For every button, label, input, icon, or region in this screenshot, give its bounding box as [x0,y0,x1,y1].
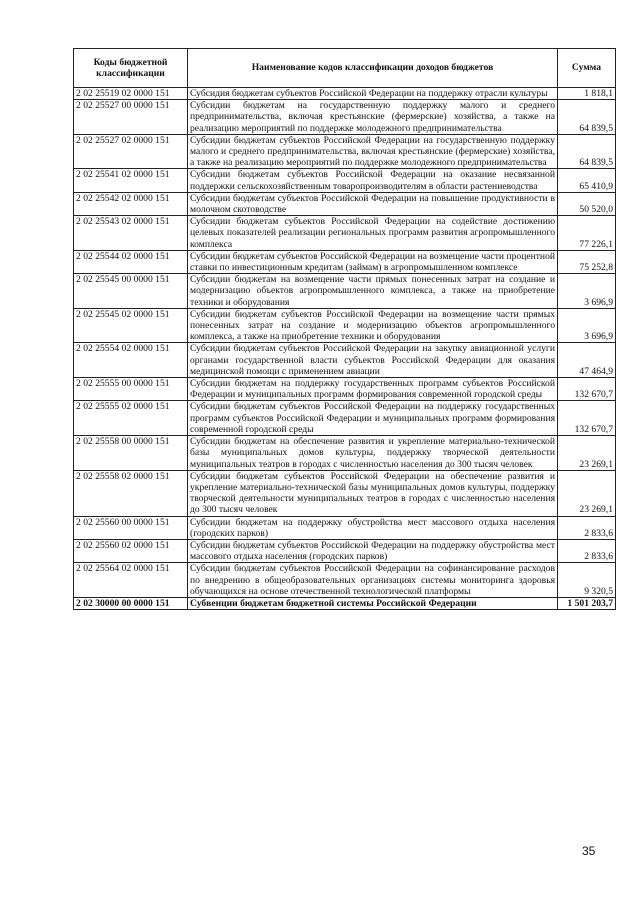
table-row [74,169,616,192]
code-cell: 2 02 25564 02 0000 151 [74,563,188,598]
code-cell: 2 02 25560 02 0000 151 [74,539,188,562]
sum-cell: 2 833,6 [558,539,616,562]
header-code: Коды бюджетной классификации [74,49,188,88]
code-cell: 2 02 25544 02 0000 151 [74,250,188,273]
table-row [74,563,616,598]
code-cell: 2 02 25527 00 0000 151 [74,100,188,135]
table-row [74,401,616,436]
sum-cell: 23 269,1 [558,470,616,516]
table-row [74,134,616,169]
code-cell: 2 02 25543 02 0000 151 [74,216,188,251]
name-cell: Субсидии бюджетам субъектов Российской Федерации на содействие достижению целевых показателей реализации региональных программ развития агропромышленного комплекса [188,216,558,251]
code-cell: 2 02 25560 00 0000 151 [74,516,188,539]
name-cell: Субсидии бюджетам субъектов Российской Федерации на государственную поддержку малого и среднего предпринимательства, включая крестьянские (фермерские) хозяйства, а также на реализацию мероприятий по поддержке молодежного предпринимательства [188,134,558,169]
name-cell: Субсидии бюджетам на поддержку государственных программ субъектов Российской Федерации и муниципальных программ формирования современной городской среды [188,378,558,401]
total-row [74,597,616,609]
code-cell: 2 02 25555 02 0000 151 [74,401,188,436]
name-cell: Субсидии бюджетам субъектов Российской Федерации на возмещение части прямых понесенных затрат на создание и модернизацию объектов агропромышленного комплекса, а также на приобретение техники и оборудования [188,308,558,343]
sum-cell: 47 464,9 [558,343,616,378]
sum-cell: 65 410,9 [558,169,616,192]
sum-cell: 132 670,7 [558,401,616,436]
code-cell: 2 02 30000 00 0000 151 [74,597,188,609]
name-cell: Субсидия бюджетам субъектов Российской Федерации на поддержку отрасли культуры [188,88,558,100]
sum-cell: 50 520,0 [558,192,616,215]
sum-cell: 3 696,9 [558,308,616,343]
sum-cell: 77 226,1 [558,216,616,251]
budget-classification-table [73,48,616,610]
code-cell: 2 02 25541 02 0000 151 [74,169,188,192]
table-row [74,216,616,251]
code-cell: 2 02 25545 02 0000 151 [74,308,188,343]
table-row [74,378,616,401]
name-cell: Субвенции бюджетам бюджетной системы Российской Федерации [188,597,558,609]
table-row [74,100,616,135]
table-row [74,88,616,100]
sum-cell: 64 839,5 [558,100,616,135]
name-cell: Субсидии бюджетам на государственную поддержку малого и среднего предпринимательства, включая крестьянские (фермерские) хозяйства, а также на реализацию мероприятий по поддержке молодежного предпринимательства [188,100,558,135]
name-cell: Субсидии бюджетам субъектов Российской Федерации на обеспечение развития и укрепление материально-технической базы муниципальных домов культуры, поддержку творческой деятельности муниципальных театров в городах с численностью населения до 300 тысяч человек [188,470,558,516]
table-row [74,516,616,539]
sum-cell: 1 818,1 [558,88,616,100]
table-header-row [74,49,616,88]
sum-cell: 75 252,8 [558,250,616,273]
name-cell: Субсидии бюджетам субъектов Российской Федерации на поддержку государственных программ субъектов Российской Федерации и муниципальных программ формирования современной городской среды [188,401,558,436]
sum-cell: 2 833,6 [558,516,616,539]
name-cell: Субсидии бюджетам субъектов Российской Федерации на возмещение части процентной ставки по инвестиционным кредитам (займам) в агропромышленном комплексе [188,250,558,273]
table-body [74,88,616,610]
table-row [74,470,616,516]
sum-cell: 1 501 203,7 [558,597,616,609]
name-cell: Субсидии бюджетам субъектов Российской Федерации на оказание несвязанной поддержки сельскохозяйственным товаропроизводителям в области растениеводства [188,169,558,192]
table-row [74,250,616,273]
code-cell: 2 02 25554 02 0000 151 [74,343,188,378]
table-row [74,274,616,309]
code-cell: 2 02 25527 02 0000 151 [74,134,188,169]
name-cell: Субсидии бюджетам субъектов Российской Федерации на повышение продуктивности в молочном скотоводстве [188,192,558,215]
table-row [74,192,616,215]
code-cell: 2 02 25555 00 0000 151 [74,378,188,401]
name-cell: Субсидии бюджетам на поддержку обустройства мест массового отдыха населения (городских парков) [188,516,558,539]
name-cell: Субсидии бюджетам на обеспечение развития и укрепление материально-технической базы муниципальных домов культуры, поддержку творческой деятельности муниципальных театров в городах с численностью населения до 300 тысяч человек [188,436,558,471]
sum-cell: 9 320,5 [558,563,616,598]
name-cell: Субсидии бюджетам на возмещение части прямых понесенных затрат на создание и модернизацию объектов агропромышленного комплекса, а также на приобретение техники и оборудования [188,274,558,309]
sum-cell: 132 670,7 [558,378,616,401]
name-cell: Субсидии бюджетам субъектов Российской Федерации на софинансирование расходов по внедрению в общеобразовательных организациях системы мониторинга здоровья обучающихся на основе отечественной технологической платформы [188,563,558,598]
sum-cell: 3 696,9 [558,274,616,309]
page-number: 35 [582,844,596,858]
code-cell: 2 02 25558 00 0000 151 [74,436,188,471]
table-row [74,539,616,562]
header-sum: Сумма [558,49,616,88]
sum-cell: 64 839,5 [558,134,616,169]
code-cell: 2 02 25542 02 0000 151 [74,192,188,215]
code-cell: 2 02 25545 00 0000 151 [74,274,188,309]
name-cell: Субсидии бюджетам субъектов Российской Федерации на поддержку обустройства мест массового отдыха населения (городских парков) [188,539,558,562]
code-cell: 2 02 25558 02 0000 151 [74,470,188,516]
sum-cell: 23 269,1 [558,436,616,471]
code-cell: 2 02 25519 02 0000 151 [74,88,188,100]
table-row [74,308,616,343]
header-name: Наименование кодов классификации доходов бюджетов [188,49,558,88]
name-cell: Субсидии бюджетам субъектов Российской Федерации на закупку авиационной услуги органами государственной власти субъектов Российской Федерации для оказания медицинской помощи с применением авиации [188,343,558,378]
table-row [74,343,616,378]
table-row [74,436,616,471]
